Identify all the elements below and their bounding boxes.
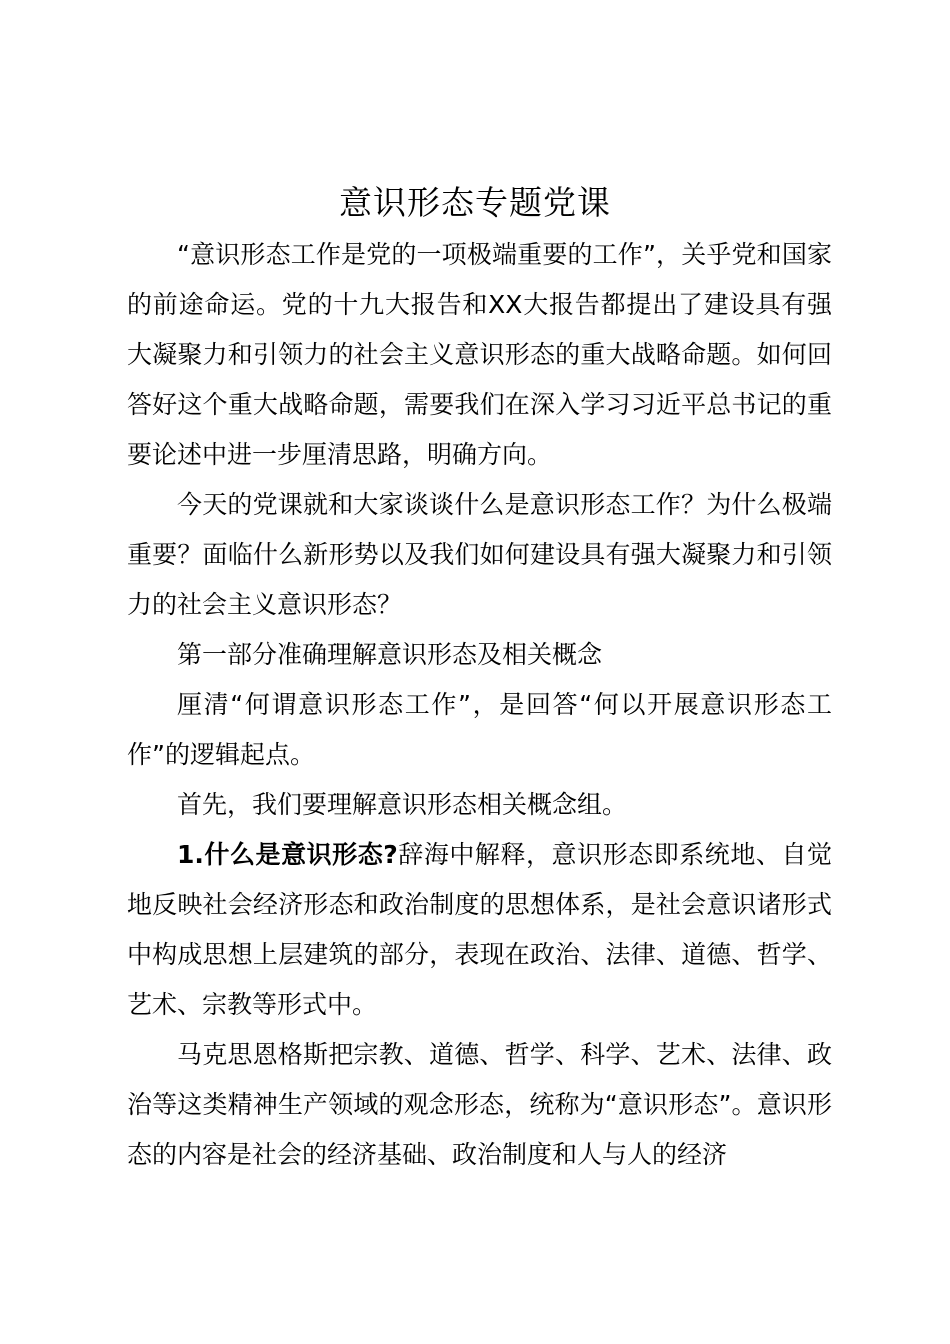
paragraph-intro: “意识形态工作是党的一项极端重要的工作”，关乎党和国家的前途命运。党的十九大报告和XX大报告都提出了建设具有强大凝聚力和引领力的社会主义意识形态的重大战略命题。如何回答好这个重大战略命题，需要我们在深入学习习近平总书记的重要论述中进一步厘清思路，明确方向。 bbox=[127, 240, 832, 469]
document-title: 意识形态专题党课 bbox=[339, 183, 611, 222]
section-heading-part-one: 第一部分准确理解意识形态及相关概念 bbox=[177, 640, 603, 669]
paragraph-topics: 今天的党课就和大家谈谈什么是意识形态工作？为什么极端重要？面临什么新形势以及我们如何建设具有强大凝聚力和引领力的社会主义意识形态？ bbox=[127, 490, 832, 619]
paragraph-logic-start: 厘清“何谓意识形态工作”，是回答“何以开展意识形态工作”的逻辑起点。 bbox=[127, 690, 832, 769]
document-body bbox=[127, 230, 832, 1180]
definition-lead: 1.什么是意识形态? bbox=[177, 840, 398, 869]
definition-text: 辞海中解释，意识形态即系统地、自觉地反映社会经济形态和政治制度的思想体系，是社会意识诸形式中构成思想上层建筑的部分，表现在政治、法律、道德、哲学、艺术、宗教等形式中。 bbox=[127, 840, 832, 1019]
paragraph-concepts-intro: 首先，我们要理解意识形态相关概念组。 bbox=[177, 790, 628, 819]
paragraph-definition bbox=[127, 830, 832, 1030]
paragraph-marx-engels: 马克思恩格斯把宗教、道德、哲学、科学、艺术、法律、政治等这类精神生产领域的观念形态，统称为“意识形态”。意识形态的内容是社会的经济基础、政治制度和人与人的经济 bbox=[127, 1040, 832, 1169]
